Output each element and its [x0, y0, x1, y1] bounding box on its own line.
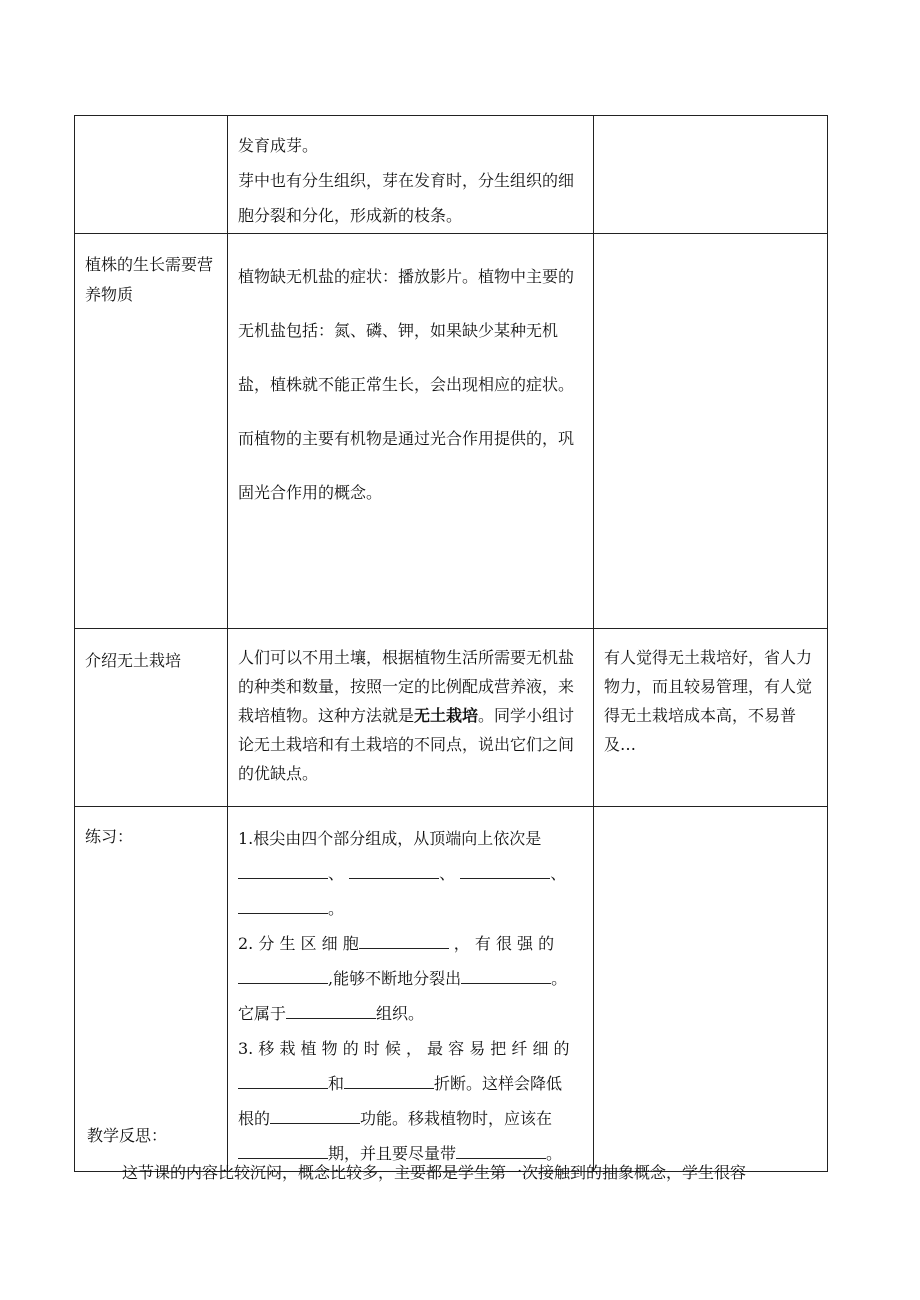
- content-text: 人们可以不用土壤，根据植物生活所需要无机盐的种类和数量，按照一定的比例配成营养液，来栽培植物。这种方法就是: [238, 648, 575, 725]
- topic-cell: 植株的生长需要营养物质: [75, 234, 228, 629]
- answer-blank: [344, 1070, 434, 1089]
- table-row: [75, 234, 828, 629]
- student-activity-cell: 有人觉得无土栽培好，省人力物力，而且较易管理，有人觉得无土栽培成本高，不易普及…: [594, 629, 828, 807]
- table-row: [75, 116, 828, 234]
- exercise-question-2: 2. 分 生 区 细 胞 ， 有 很 强 的 ,能够不断地分裂出 。 它属于 组织。: [238, 926, 585, 1031]
- content-cell: [228, 234, 594, 629]
- answer-blank: [461, 965, 551, 984]
- exercise-question-3: 3. 移 栽 植 物 的 时 候 ， 最 容 易 把 纤 细 的 和 折断。这样会降低 根的 功能。移栽植物时，应该在 期，并且要尽量带 。: [238, 1039, 570, 1163]
- answer-blank: [238, 895, 328, 914]
- answer-blank: [238, 965, 328, 984]
- answer-blank: [286, 1000, 376, 1019]
- exercise-cell: [228, 807, 594, 1172]
- answer-blank: [238, 1070, 328, 1089]
- content-text: 。同学小组讨论无土栽培和有土栽培的不同点，说出它们之间的优缺点。: [238, 706, 575, 783]
- topic-cell: 练习：: [75, 807, 228, 1172]
- answer-blank: [349, 860, 439, 879]
- answer-blank: [460, 860, 550, 879]
- content-cell: [228, 629, 594, 807]
- content-paragraph: 植物缺无机盐的症状：播放影片。植物中主要的无机盐包括：氮、磷、钾，如果缺少某种无机盐，植株就不能正常生长，会出现相应的症状。: [238, 267, 575, 394]
- reflection-title: 教学反思：: [87, 1126, 168, 1145]
- lesson-plan-table: [74, 115, 828, 1172]
- answer-blank: [238, 860, 328, 879]
- table-row: [75, 807, 828, 1172]
- content-paragraph: 发育成芽。: [238, 136, 319, 155]
- key-term: 无土栽培: [414, 706, 479, 725]
- answer-blank: [238, 1140, 328, 1159]
- content-paragraph: 芽中也有分生组织，芽在发育时，分生组织的细胞分裂和分化，形成新的枝条。: [238, 171, 575, 225]
- answer-blank: [270, 1105, 360, 1124]
- student-activity-cell: [594, 234, 828, 629]
- exercise-question-1: 1.根尖由四个部分组成，从顶端向上依次是 、 、 、 。: [238, 829, 567, 918]
- answer-blank: [359, 930, 449, 949]
- table-row: [75, 629, 828, 807]
- content-paragraph: 而植物的主要有机物是通过光合作用提供的，巩固光合作用的概念。: [238, 429, 575, 502]
- student-activity-cell: [594, 116, 828, 234]
- topic-cell: 介绍无土栽培: [75, 629, 228, 807]
- answer-blank: [456, 1140, 546, 1159]
- student-activity-cell: [594, 807, 828, 1172]
- reflection-text: 这节课的内容比较沉闷，概念比较多，主要都是学生第一次接触到的抽象概念，学生很容: [122, 1163, 747, 1182]
- topic-cell: [75, 116, 228, 234]
- content-cell: [228, 116, 594, 234]
